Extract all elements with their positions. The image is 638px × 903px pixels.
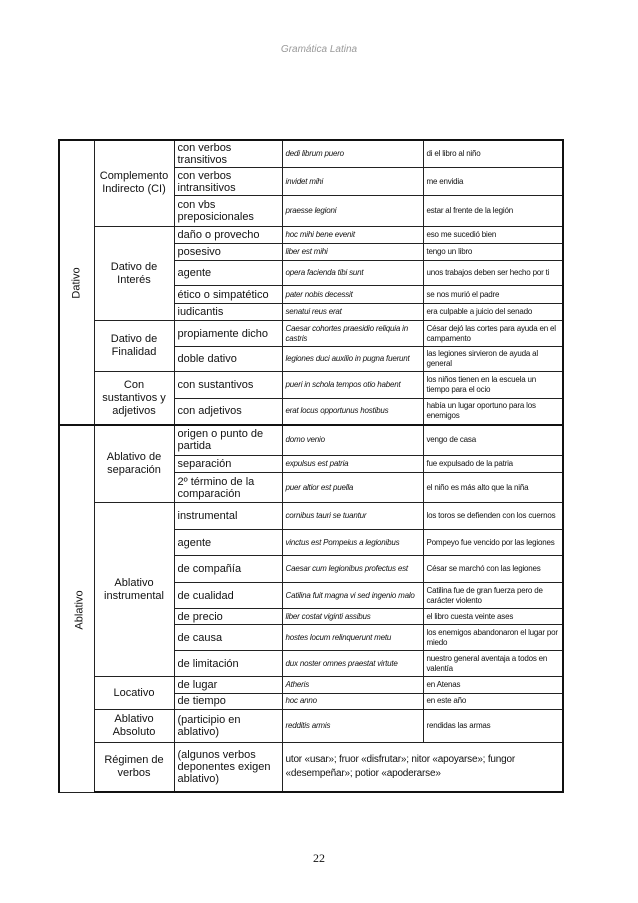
table-row: [59, 743, 563, 792]
function-cell: Con sustantivos y adjetivos: [94, 372, 174, 425]
translation-cell: vengo de casa: [423, 425, 563, 456]
subtype-cell: ético o simpatético: [174, 285, 282, 303]
table-row: [59, 140, 563, 167]
function-cell: Ablativo de separación: [94, 425, 174, 503]
running-title: Gramática Latina: [280, 44, 358, 55]
subtype-cell: origen o punto de partida: [174, 425, 282, 456]
subtype-cell: posesivo: [174, 244, 282, 261]
function-cell: Ablativo Absoluto: [94, 709, 174, 743]
latin-example: redditis armis: [282, 709, 423, 743]
latin-example: legiones duci auxilio in pugna fuerunt: [282, 346, 423, 371]
latin-example: hoc mihi bene evenit: [282, 226, 423, 243]
subtype-cell: de compañía: [174, 556, 282, 582]
subtype-cell: de lugar: [174, 677, 282, 693]
subtype-cell: con adjetivos: [174, 398, 282, 424]
subtype-cell: separación: [174, 455, 282, 472]
table-row: [59, 226, 563, 243]
translation-cell: César dejó las cortes para ayuda en el campamento: [423, 321, 563, 346]
function-cell: Dativo de Finalidad: [94, 321, 174, 372]
subtype-cell: instrumental: [174, 503, 282, 529]
subtype-cell: con verbos intransitivos: [174, 167, 282, 195]
translation-cell: César se marchó con las legiones: [423, 556, 563, 582]
subtype-cell: de cualidad: [174, 582, 282, 608]
table-row: [59, 709, 563, 743]
grammar-table: [58, 139, 564, 793]
case-cell-dativo: [59, 140, 94, 425]
latin-example: domo venio: [282, 425, 423, 456]
subtype-cell: de precio: [174, 609, 282, 625]
subtype-cell: con verbos transitivos: [174, 140, 282, 167]
function-cell: Régimen de verbos: [94, 743, 174, 792]
subtype-cell: daño o provecho: [174, 226, 282, 243]
latin-example: Atheris: [282, 677, 423, 693]
latin-example: Caesar cohortes praesidio reliquia in castris: [282, 321, 423, 346]
latin-example: liber costat viginti assibus: [282, 609, 423, 625]
translation-cell: se nos murió el padre: [423, 285, 563, 303]
subtype-cell: de tiempo: [174, 693, 282, 709]
translation-cell: el libro cuesta veinte ases: [423, 609, 563, 625]
latin-example: Catilina fuit magna vi sed ingenio malo: [282, 582, 423, 608]
latin-example: hoc anno: [282, 693, 423, 709]
table-row: [59, 677, 563, 693]
latin-example: dux noster omnes praestat virtute: [282, 650, 423, 676]
subtype-cell: (participio en ablativo): [174, 709, 282, 743]
translation-cell: estar al frente de la legión: [423, 196, 563, 227]
latin-example: praesse legioni: [282, 196, 423, 227]
latin-example: dedi librum puero: [282, 140, 423, 167]
translation-cell: nuestro general aventaja a todos en valentía: [423, 650, 563, 676]
subtype-cell: (algunos verbos deponentes exigen ablativo): [174, 743, 282, 792]
function-cell: Locativo: [94, 677, 174, 710]
latin-example: pueri in schola tempos otio habent: [282, 372, 423, 398]
note-cell: utor «usar»; fruor «disfrutar»; nitor «apoyarse»; fungor «desempeñar»; potior «apoderarse»: [282, 743, 563, 792]
subtype-cell: de causa: [174, 625, 282, 650]
translation-cell: rendidas las armas: [423, 709, 563, 743]
latin-example: liber est mihi: [282, 244, 423, 261]
latin-example: pater nobis decessit: [282, 285, 423, 303]
latin-example: invidet mihi: [282, 167, 423, 195]
latin-example: expulsus est patria: [282, 455, 423, 472]
translation-cell: en Atenas: [423, 677, 563, 693]
case-label: Dativo: [70, 267, 83, 299]
latin-example: puer altior est puella: [282, 472, 423, 503]
translation-cell: eso me sucedió bien: [423, 226, 563, 243]
translation-cell: el niño es más alto que la niña: [423, 472, 563, 503]
subtype-cell: doble dativo: [174, 346, 282, 371]
subtype-cell: agente: [174, 529, 282, 555]
translation-cell: Pompeyo fue vencido por las legiones: [423, 529, 563, 555]
latin-example: Caesar cum legionibus profectus est: [282, 556, 423, 582]
latin-example: senatui reus erat: [282, 304, 423, 321]
translation-cell: di el libro al niño: [423, 140, 563, 167]
translation-cell: fue expulsado de la patria: [423, 455, 563, 472]
subtype-cell: propiamente dicho: [174, 321, 282, 346]
table-row: [59, 321, 563, 346]
function-cell: Complemento Indirecto (CI): [94, 140, 174, 226]
translation-cell: los enemigos abandonaron el lugar por miedo: [423, 625, 563, 650]
page-number: 22: [313, 851, 325, 865]
latin-example: cornibus tauri se tuantur: [282, 503, 423, 529]
table-row: [59, 372, 563, 398]
translation-cell: había un lugar oportuno para los enemigos: [423, 398, 563, 424]
table-row: [59, 425, 563, 456]
translation-cell: Catilina fue de gran fuerza pero de carácter violento: [423, 582, 563, 608]
function-cell: Ablativo instrumental: [94, 503, 174, 677]
translation-cell: unos trabajos deben ser hecho por ti: [423, 261, 563, 285]
translation-cell: los niños tienen en la escuela un tiempo para el ocio: [423, 372, 563, 398]
function-cell: Dativo de Interés: [94, 226, 174, 321]
table-row: [59, 503, 563, 529]
subtype-cell: de limitación: [174, 650, 282, 676]
translation-cell: me envidia: [423, 167, 563, 195]
subtype-cell: iudicantis: [174, 304, 282, 321]
subtype-cell: agente: [174, 261, 282, 285]
translation-cell: tengo un libro: [423, 244, 563, 261]
latin-example: erat locus opportunus hostibus: [282, 398, 423, 424]
subtype-cell: 2º término de la comparación: [174, 472, 282, 503]
case-cell-ablativo: [59, 425, 94, 792]
latin-example: hostes locum relinquerunt metu: [282, 625, 423, 650]
latin-example: vinctus est Pompeius a legionibus: [282, 529, 423, 555]
translation-cell: las legiones sirvieron de ayuda al general: [423, 346, 563, 371]
subtype-cell: con sustantivos: [174, 372, 282, 398]
case-label: Ablativo: [73, 590, 86, 630]
translation-cell: era culpable a juicio del senado: [423, 304, 563, 321]
latin-example: opera facienda tibi sunt: [282, 261, 423, 285]
subtype-cell: con vbs preposicionales: [174, 196, 282, 227]
translation-cell: en este año: [423, 693, 563, 709]
translation-cell: los toros se defienden con los cuernos: [423, 503, 563, 529]
